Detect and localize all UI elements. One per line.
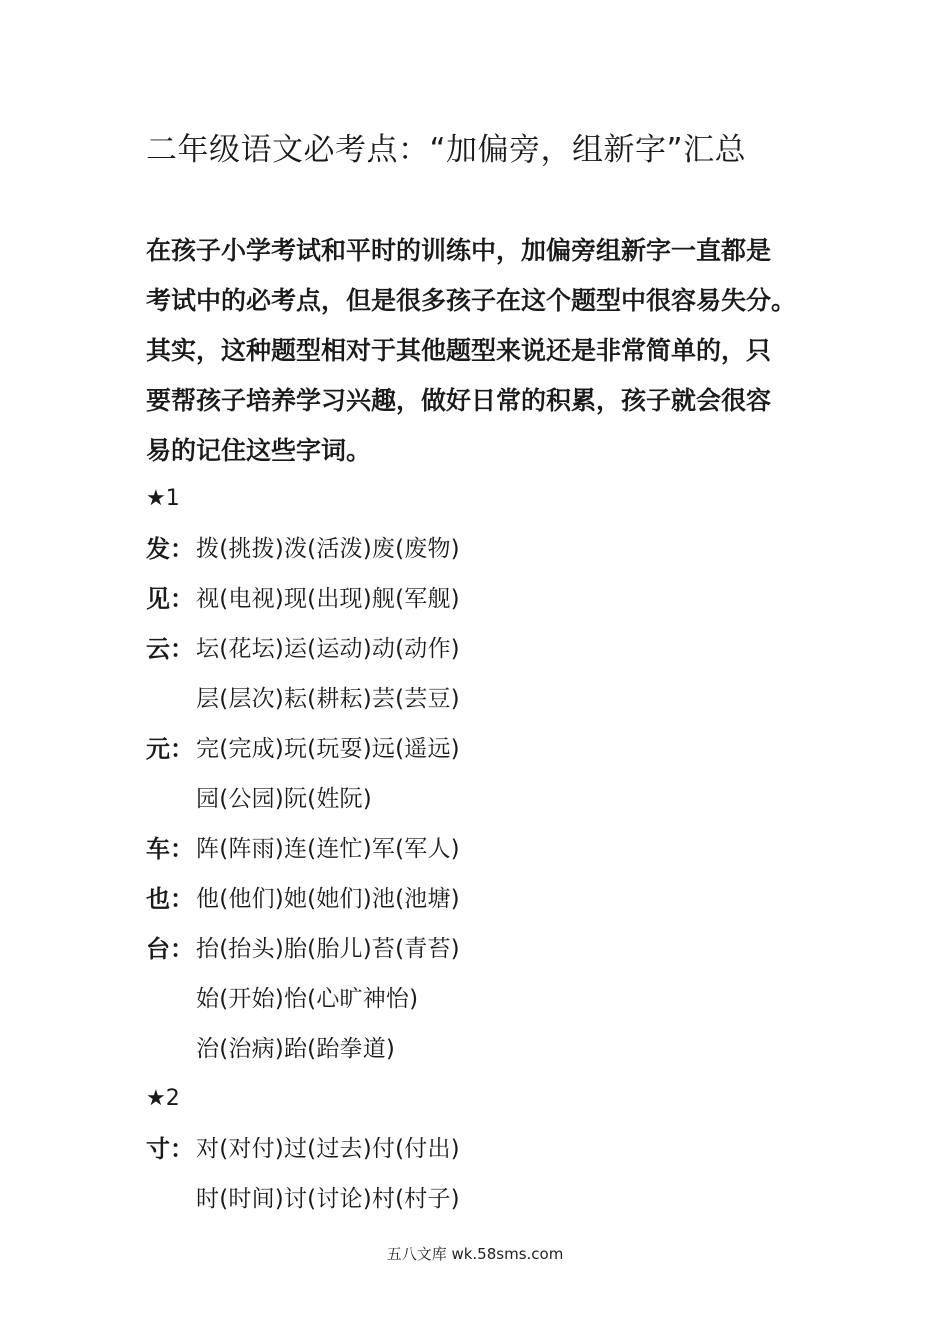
- section-marker-text: ★1: [146, 486, 180, 511]
- radical-entry: [146, 524, 460, 574]
- radical-key: [146, 774, 196, 824]
- intro-line: 要帮孩子培养学习兴趣，做好日常的积累，孩子就会很容: [146, 386, 772, 415]
- radical-key: [146, 1174, 196, 1224]
- section-marker-text: ★2: [146, 1086, 180, 1111]
- radical-key: 元：: [146, 735, 194, 763]
- radical-entry: [146, 1174, 460, 1224]
- radical-key: 云：: [146, 635, 194, 663]
- radical-entry: [146, 774, 460, 824]
- footer-watermark: 五八文库 wk.58sms.com: [386, 1245, 564, 1263]
- section-marker: [146, 474, 460, 524]
- intro-line: 易的记住这些字词。: [146, 436, 372, 465]
- section-marker: [146, 1074, 460, 1124]
- radical-key: 台：: [146, 935, 194, 963]
- radical-key: 见：: [146, 585, 194, 613]
- intro-line: 其实，这种题型相对于其他题型来说还是非常简单的，只: [146, 336, 772, 365]
- radical-entry: [146, 924, 460, 974]
- new-characters: 园(公园)阮(姓阮): [196, 786, 372, 812]
- radical-entry: [146, 974, 460, 1024]
- new-characters: 抬(抬头)胎(胎儿)苔(青苔): [196, 936, 460, 962]
- new-characters: 拨(挑拨)泼(活泼)废(废物): [196, 536, 460, 562]
- radical-key: [146, 674, 196, 724]
- new-characters: 他(他们)她(她们)池(池塘): [196, 886, 460, 912]
- radical-entries-list: [146, 474, 460, 1224]
- radical-key: 也：: [146, 885, 194, 913]
- radical-entry: [146, 874, 460, 924]
- new-characters: 完(完成)玩(玩耍)远(遥远): [196, 736, 460, 762]
- new-characters: 阵(阵雨)连(连忙)军(军人): [196, 836, 460, 862]
- radical-key: [146, 974, 196, 1024]
- radical-key: 发：: [146, 535, 194, 563]
- new-characters: 坛(花坛)运(运动)动(动作): [196, 636, 460, 662]
- radical-entry: [146, 824, 460, 874]
- radical-key: [146, 1024, 196, 1074]
- intro-line: 在孩子小学考试和平时的训练中，加偏旁组新字一直都是: [146, 236, 772, 265]
- new-characters: 视(电视)现(出现)舰(军舰): [196, 586, 460, 612]
- new-characters: 对(对付)过(过去)付(付出): [196, 1136, 460, 1162]
- new-characters: 层(层次)耘(耕耘)芸(芸豆): [196, 686, 460, 712]
- radical-entry: [146, 674, 460, 724]
- radical-key: 车：: [146, 835, 194, 863]
- radical-key: 寸：: [146, 1135, 194, 1163]
- radical-entry: [146, 724, 460, 774]
- radical-entry: [146, 1024, 460, 1074]
- radical-entry: [146, 624, 460, 674]
- radical-entry: [146, 574, 460, 624]
- radical-entry: [146, 1124, 460, 1174]
- intro-paragraph: [146, 226, 796, 476]
- new-characters: 治(治病)跆(跆拳道): [196, 1036, 396, 1062]
- new-characters: 时(时间)讨(讨论)村(村子): [196, 1186, 460, 1212]
- new-characters: 始(开始)怡(心旷神怡): [196, 986, 419, 1012]
- intro-line: 考试中的必考点，但是很多孩子在这个题型中很容易失分。: [146, 286, 797, 315]
- document-title: 二年级语文必考点：“加偏旁，组新字”汇总: [146, 132, 747, 168]
